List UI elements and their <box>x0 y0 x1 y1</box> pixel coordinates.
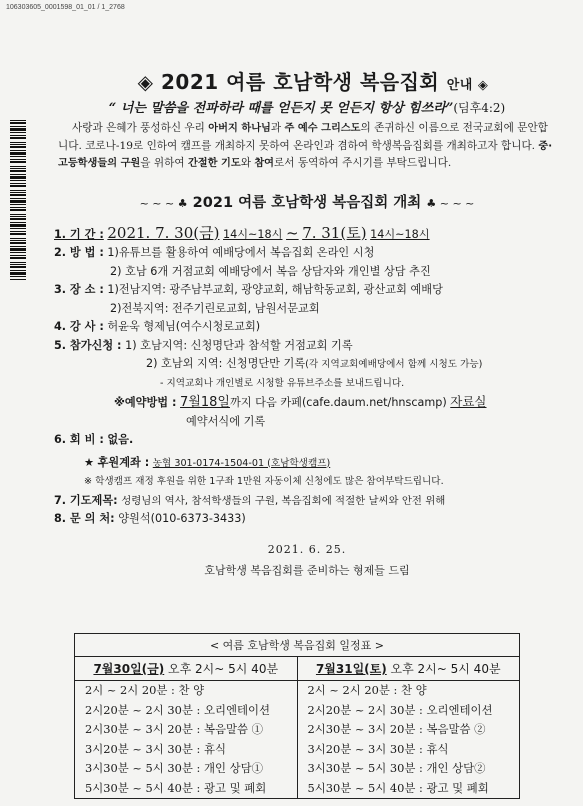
period-sep: ~ <box>286 223 299 242</box>
apply-line-2: 2) 호남외 지역: 신청명단만 기록 <box>146 357 306 370</box>
prayer-label: 7. 기도제목: <box>54 493 118 507</box>
details-section <box>54 224 560 529</box>
schedule-item: 5시30분 ~ 5시 40분 : 광고 및 폐회 <box>307 780 489 795</box>
subtitle-main: 2021 여름 호남학생 복음집회 개최 <box>192 194 422 211</box>
donate-label: 후원계좌 : <box>97 455 150 469</box>
schedule-item: 2시 ~ 2시 20분 : 찬 양 <box>307 683 427 697</box>
reservation-line-2: 예약서식에 기록 <box>186 414 266 428</box>
method-line-2: 2) 호남 6개 거점교회 예배당에서 복음 상담자와 개인별 상담 추진 <box>110 264 431 278</box>
schedule-item: 3시20분 ~ 3시 30분 : 휴식 <box>307 741 449 756</box>
verse-ref: (딤후4:2) <box>453 101 506 115</box>
place-line-1: 1)전남지역: 광주남부교회, 광양교회, 해남학동교회, 광산교회 예배당 <box>107 283 443 296</box>
speaker-label: 4. 강 사 : <box>54 320 104 333</box>
contact-row <box>54 510 560 529</box>
period-time-1: 14시~18시 <box>223 227 283 241</box>
schedule-day-column <box>297 657 520 798</box>
schedule-item: 3시20분 ~ 3시 30분 : 휴식 <box>85 741 226 756</box>
reservation-label: ※예약방법 : <box>114 396 177 409</box>
fee-label: 6. 회 비 : <box>54 433 104 446</box>
contact-label: 8. 문 의 처: <box>54 512 115 525</box>
issue-date: 2021. 6. 25. <box>267 542 347 556</box>
method-row-2 <box>54 263 560 282</box>
schedule-day-time: 오후 2시~ 5시 40분 <box>386 662 501 676</box>
schedule-day-column <box>75 657 297 798</box>
period-date-2: 7. 31(토) <box>302 223 367 242</box>
method-label: 2. 방 법 : <box>54 246 104 259</box>
period-date-1: 2021. 7. 30(금) <box>107 223 220 242</box>
place-row-2 <box>54 300 560 319</box>
prayer-text: 성령님의 역사, 참석학생들의 구원, 복음집회에 적절한 날씨와 안전 위해 <box>121 494 446 507</box>
reservation-date: 7월18일 <box>180 395 230 410</box>
schedule-day-header <box>298 657 520 681</box>
subtitle-left-deco: ~ ~ ~ ♣ <box>139 196 188 210</box>
period-row <box>54 224 560 245</box>
reservation-row <box>54 393 560 413</box>
intro-run: 중·고등학생들의 구원 <box>58 140 553 169</box>
contact-text: 양원석(010-6373-3433) <box>118 512 246 525</box>
section-title <box>54 191 560 212</box>
signature: 호남학생 복음집회를 준비하는 형제들 드림 <box>204 563 410 577</box>
schedule-day-header <box>75 657 297 681</box>
reservation-row-2 <box>54 413 560 432</box>
intro-run: 참여 <box>254 158 275 169</box>
reservation-text: 까지 다음 카페(cafe.daum.net/hnscamp) <box>229 396 447 409</box>
apply-line-3: - 지역교회나 개인별로 시청할 유튜브주소를 보내드립니다. <box>160 377 405 389</box>
prayer-row <box>54 492 560 511</box>
intro-paragraph <box>58 120 556 173</box>
speaker-row <box>54 318 560 337</box>
document-body <box>54 66 560 578</box>
place-line-2: 2)전북지역: 전주기린로교회, 남원서문교회 <box>110 301 320 315</box>
schedule-item: 3시30분 ~ 5시 30분 : 개인 상담① <box>85 761 264 775</box>
intro-run: 사랑과 은혜가 풍성하신 우리 <box>72 122 209 134</box>
schedule-table <box>74 633 520 799</box>
title-main: ◈ 2021 여름 호남학생 복음집회 <box>137 70 440 94</box>
schedule-day-date: 7월30일(금) <box>93 662 165 676</box>
schedule-item: 3시30분 ~ 5시 30분 : 개인 상담② <box>307 761 486 775</box>
title-suffix: 안내 ◈ <box>446 78 489 93</box>
bible-verse <box>54 97 560 116</box>
reservation-link[interactable]: 자료실 <box>450 394 487 409</box>
apply-line-1: 1) 호남지역: 신청명단과 참석할 거점교회 기록 <box>125 338 353 352</box>
period-time-2: 14시~18시 <box>370 227 430 241</box>
schedule-item: 2시20분 ~ 2시 30분 : 오리엔테이션 <box>85 702 271 717</box>
intro-run: 아버지 하나님 <box>208 123 271 134</box>
schedule-day-date: 7월31일(토) <box>315 662 387 676</box>
subtitle-right-deco: ♣ ~ ~ ~ <box>426 196 475 210</box>
schedule-day-time: 오후 2시~ 5시 40분 <box>164 662 279 676</box>
document-id: 106303605_0001598_01_01 / 1_2768 <box>6 4 125 11</box>
fee-row <box>54 431 560 450</box>
fee-text: 없음. <box>107 433 134 446</box>
period-label: 1. 기 간 : <box>54 227 104 241</box>
method-row <box>54 244 560 263</box>
schedule-columns <box>75 657 519 798</box>
intro-run: 주 예수 그리스도 <box>284 123 361 134</box>
method-line-1: 1)유튜브를 활용하여 예배당에서 복음집회 온라인 시청 <box>107 246 375 259</box>
apply-row <box>54 337 560 356</box>
barcode-icon <box>10 120 26 280</box>
apply-row-2 <box>54 355 560 375</box>
place-label: 3. 장 소 : <box>54 283 104 296</box>
intro-run: 로서 동역하여 주시기를 부탁드립니다. <box>274 157 452 169</box>
speaker-text: 허윤욱 형제님(여수시청로교회) <box>107 320 261 333</box>
page-title <box>66 66 560 95</box>
donate-note-row <box>54 473 560 492</box>
schedule-item: 2시20분 ~ 2시 30분 : 오리엔테이션 <box>307 702 493 717</box>
donate-account: 농협 301-0174-1504-01 (호남학생캠프) <box>152 457 331 469</box>
schedule-item: 5시30분 ~ 5시 40분 : 광고 및 폐회 <box>85 780 267 795</box>
place-row <box>54 281 560 300</box>
schedule-item: 2시30분 ~ 3시 20분 : 복음말씀 ① <box>85 722 264 736</box>
apply-line-2-note: (각 지역교회예배당에서 함께 시청도 가능) <box>305 359 483 370</box>
donate-note: ※ 학생캠프 재정 후원을 위한 1구좌 1만원 자동이체 신청에도 많은 참여부탁드립니다. <box>84 476 444 487</box>
schedule-title: < 여름 호남학생 복음집회 일정표 > <box>75 634 519 657</box>
verse-text: “ 너는 말씀을 전파하라 때를 얻든지 못 얻든지 항상 힘쓰라” <box>108 101 454 116</box>
donate-row <box>54 454 560 474</box>
apply-label: 5. 참가신청 : <box>54 338 122 352</box>
schedule-item: 2시 ~ 2시 20분 : 찬 양 <box>85 683 205 697</box>
intro-run: 와 <box>240 157 255 169</box>
intro-run: 과 <box>270 122 285 134</box>
intro-run: 간절한 기도 <box>187 158 241 169</box>
schedule-item: 2시30분 ~ 3시 20분 : 복음말씀 ② <box>307 722 486 736</box>
apply-row-3 <box>54 375 560 394</box>
star-icon: ★ <box>84 455 95 469</box>
intro-run: 을 위하여 <box>140 157 188 169</box>
intro-run: 의 존귀하신 이름으로 전국교회에 문안합니다. 코로나-19로 인하여 캠프를 개최하지 못하여 온라인과 겸하여 학생복음집회를 개최하고자 합니다. <box>58 122 548 152</box>
